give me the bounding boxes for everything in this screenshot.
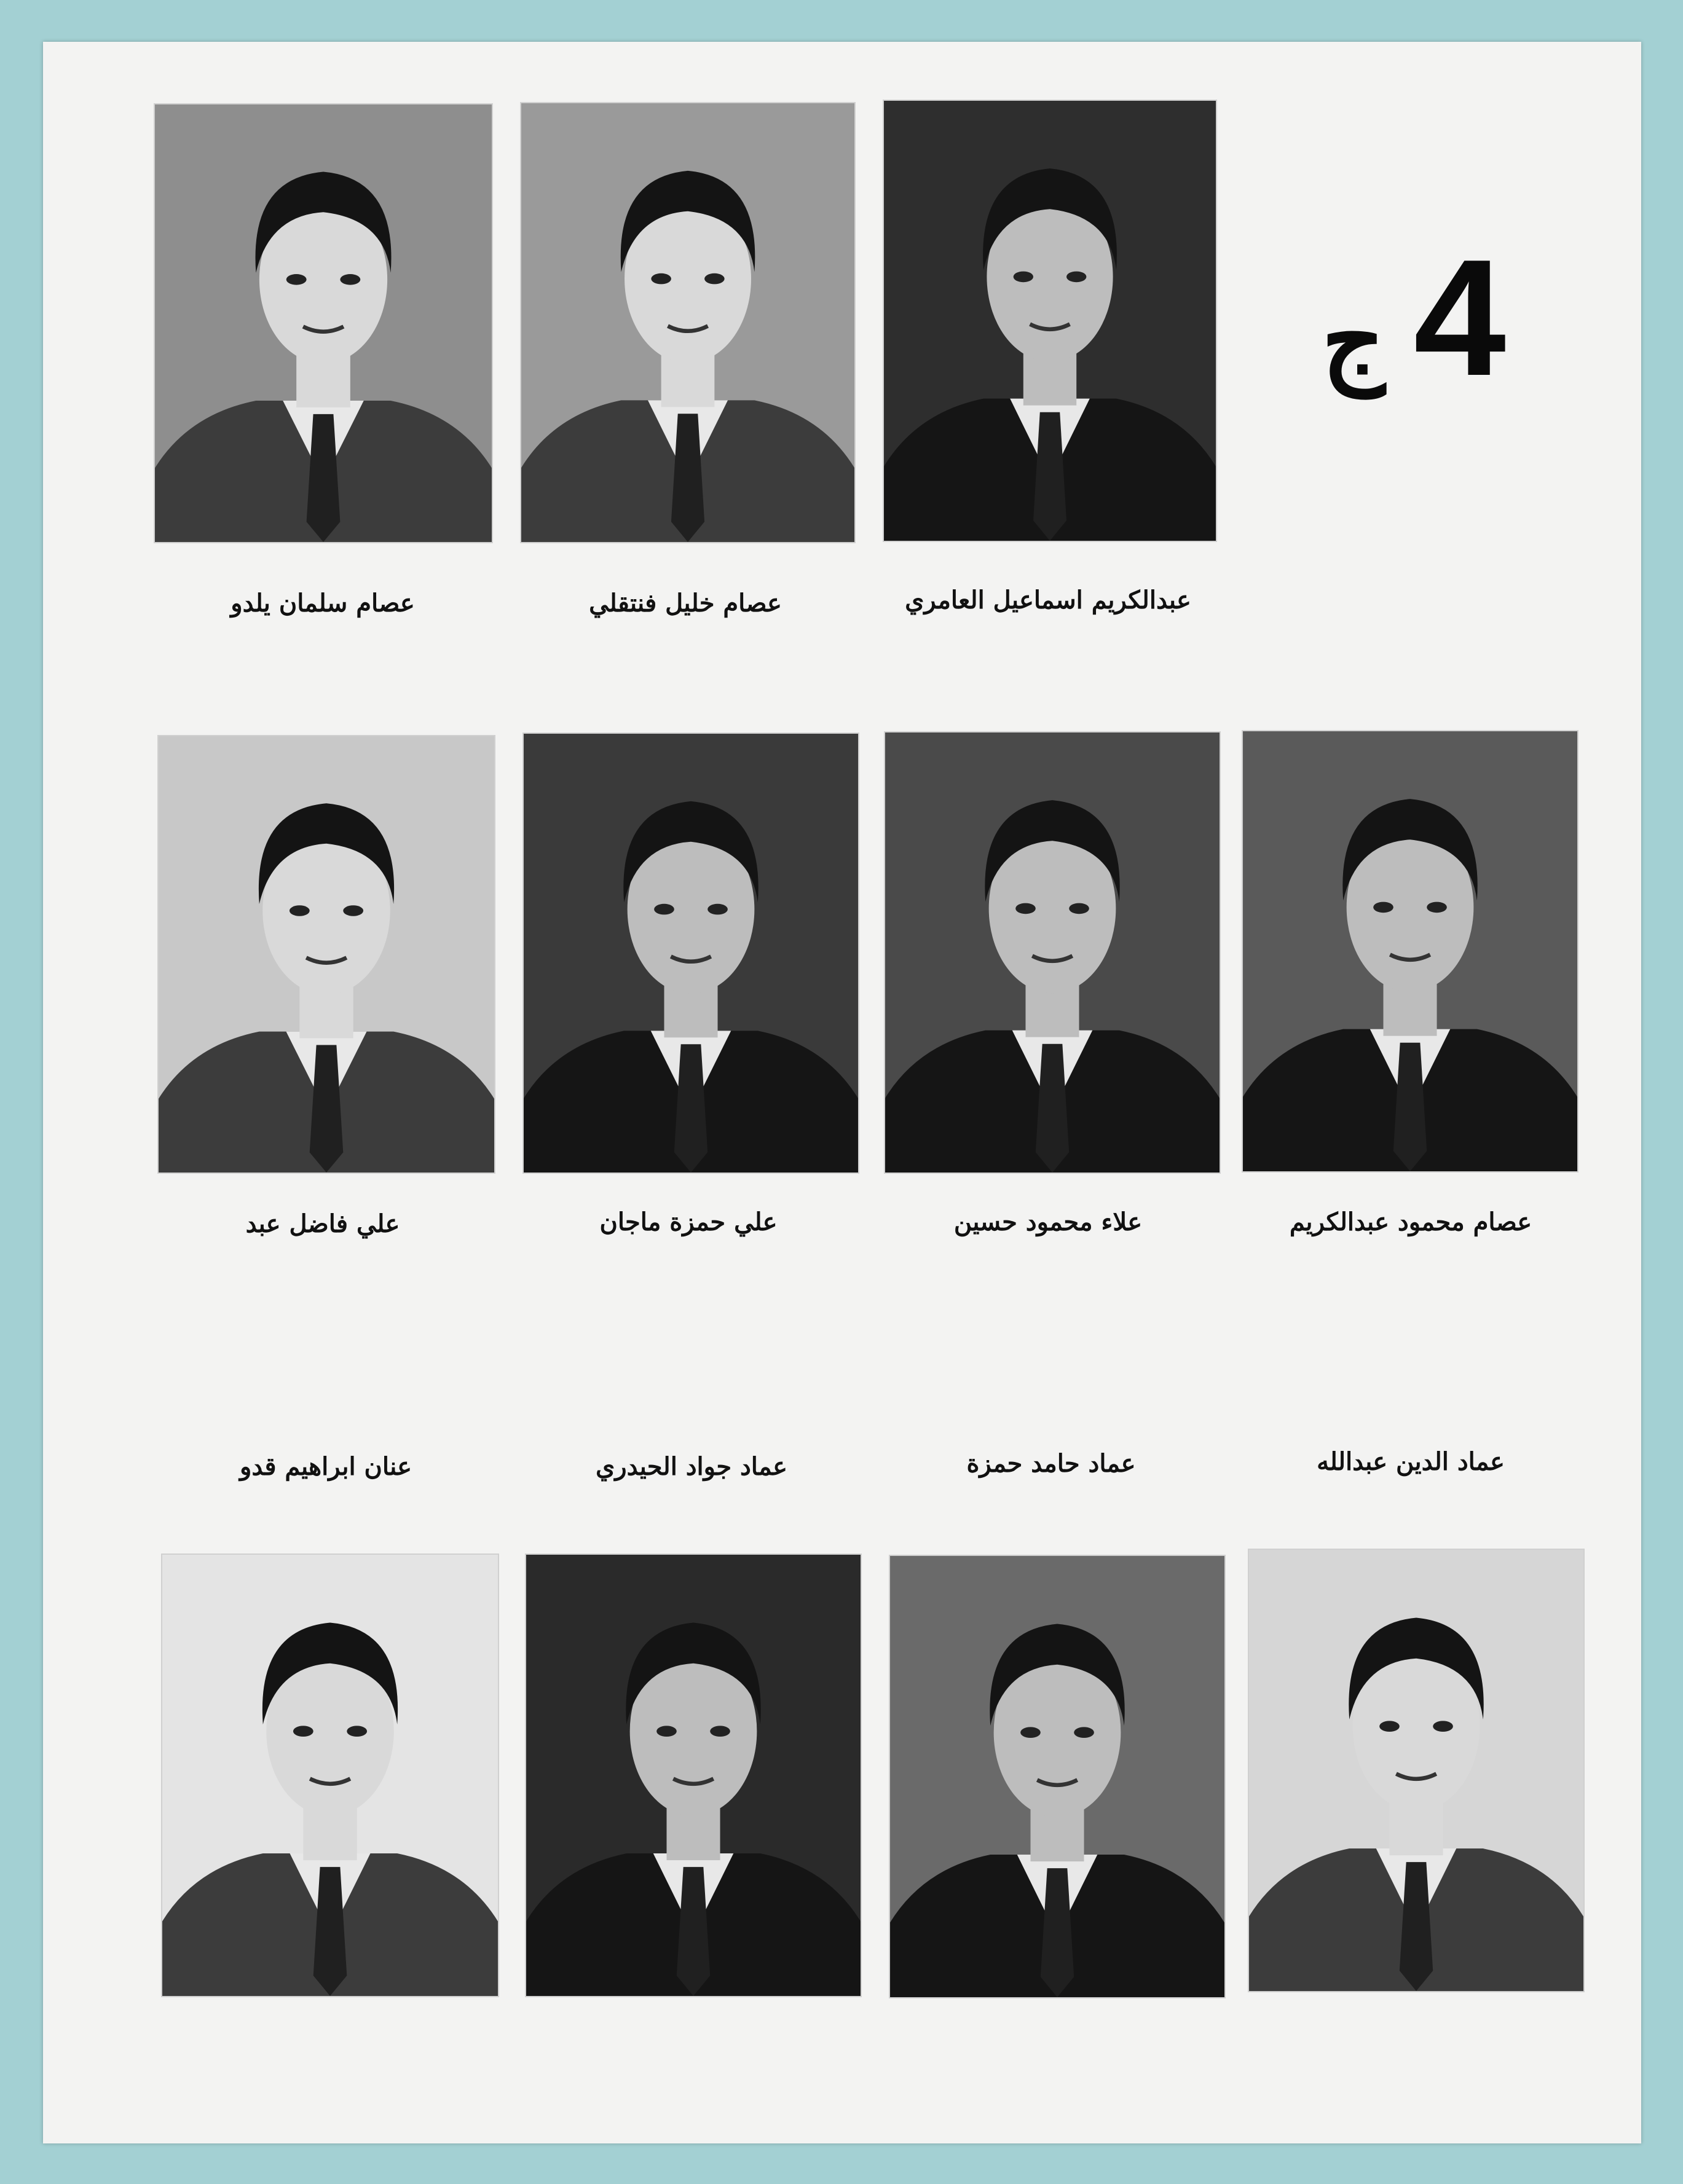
student-name: عماد جواد الحيدري — [596, 1452, 787, 1481]
student-name: عصام محمود عبدالكريم — [1289, 1208, 1532, 1236]
student-name: علي حمزة ماجان — [599, 1208, 778, 1236]
student-name: عماد حامد حمزة — [966, 1449, 1136, 1478]
student-photo — [154, 103, 493, 543]
student-name: عنان ابراهيم قدو — [240, 1452, 412, 1481]
portrait-image — [524, 734, 858, 1173]
student-photo — [1248, 1549, 1585, 1992]
section-marker — [1309, 217, 1531, 438]
portrait-image — [162, 1555, 498, 1996]
portrait-image — [884, 101, 1216, 541]
student-photo — [161, 1554, 499, 1997]
student-photo — [522, 733, 859, 1174]
student-photo — [889, 1555, 1226, 1998]
student-photo — [1242, 730, 1579, 1173]
student-name: عبدالكريم اسماعيل العامري — [905, 586, 1191, 615]
student-photo — [883, 100, 1217, 542]
student-name: علي فاضل عبد — [245, 1209, 400, 1238]
student-name: عماد الدين عبدالله — [1317, 1447, 1505, 1476]
portrait-image — [890, 1556, 1224, 1997]
student-name: عصام خليل فنتقلي — [589, 589, 782, 618]
student-name: علاء محمود حسين — [953, 1208, 1143, 1236]
student-name: عصام سلمان يلدو — [231, 589, 415, 618]
yearbook-page — [43, 42, 1641, 2143]
portrait-image — [521, 103, 854, 542]
portrait-image — [1249, 1550, 1583, 1991]
student-photo — [157, 735, 495, 1174]
portrait-image — [159, 736, 494, 1173]
section-letter: ج — [1322, 282, 1385, 398]
portrait-image — [155, 104, 492, 542]
student-photo — [520, 102, 856, 543]
portrait-image — [526, 1555, 861, 1996]
section-number: 4 — [1413, 226, 1506, 410]
portrait-image — [885, 733, 1220, 1173]
portrait-image — [1243, 731, 1577, 1171]
student-photo — [525, 1554, 862, 1997]
student-photo — [884, 731, 1221, 1174]
